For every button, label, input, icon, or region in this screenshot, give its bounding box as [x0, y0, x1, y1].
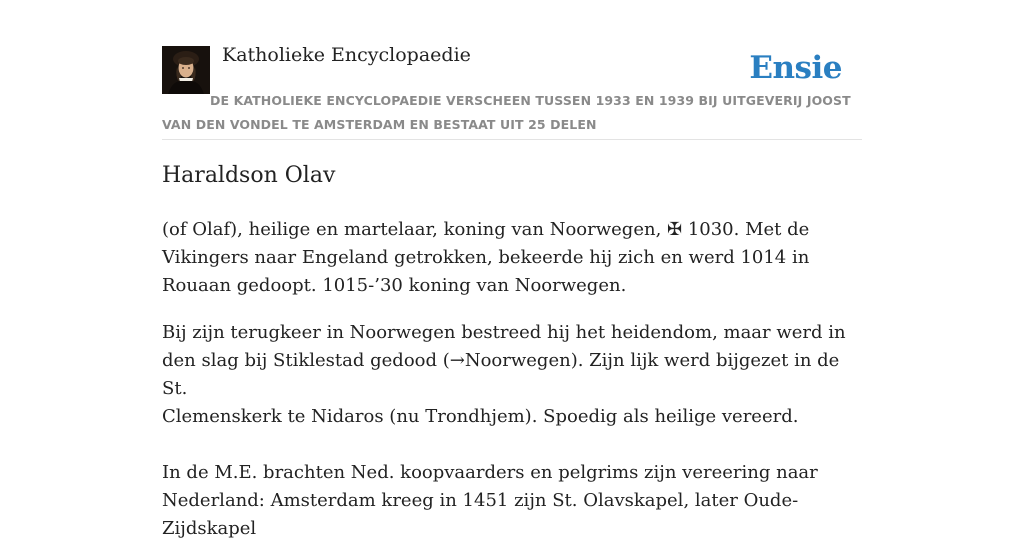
site-tagline: DE KATHOLIEKE ENCYCLOPAEDIE VERSCHEEN TUSSEN 1933 EN 1939 BIJ UITGEVERIJ JOOST VAN DEN VONDEL TE AMSTERDAM EN BESTAAT UIT 25 DELEN: [162, 93, 851, 132]
site-header: [162, 0, 862, 140]
brand-logo[interactable]: Ensie: [749, 50, 842, 86]
article-paragraph: (of Olaf), heilige en martelaar, koning van Noorwegen, ✠ 1030. Met de Vikingers naar Engeland getrokken, bekeerde hij zich en werd 1014 in Rouaan gedoopt. 1015-’30 koning van Noorwegen.: [162, 219, 810, 296]
article-paragraph: Bij zijn terugkeer in Noorwegen bestreed hij het heidendom, maar werd in den slag bij Stiklestad gedood (→Noorwegen). Zijn lijk werd bijgezet in de St.: [162, 322, 846, 399]
article-title: Haraldson Olav: [162, 163, 336, 188]
avatar[interactable]: [162, 46, 210, 94]
portrait-avatar-icon: [162, 46, 210, 94]
article-paragraph: In de M.E. brachten Ned. koopvaarders en pelgrims zijn vereering naar Nederland: Amsterdam kreeg in 1451 zijn St. Olavskapel, later Oude-Zijdskapel: [162, 462, 818, 539]
article-paragraph: Clemenskerk te Nidaros (nu Trondhjem). Spoedig als heilige vereerd.: [162, 406, 799, 427]
site-title[interactable]: Katholieke Encyclopaedie: [222, 44, 471, 66]
content-container: [162, 0, 862, 539]
